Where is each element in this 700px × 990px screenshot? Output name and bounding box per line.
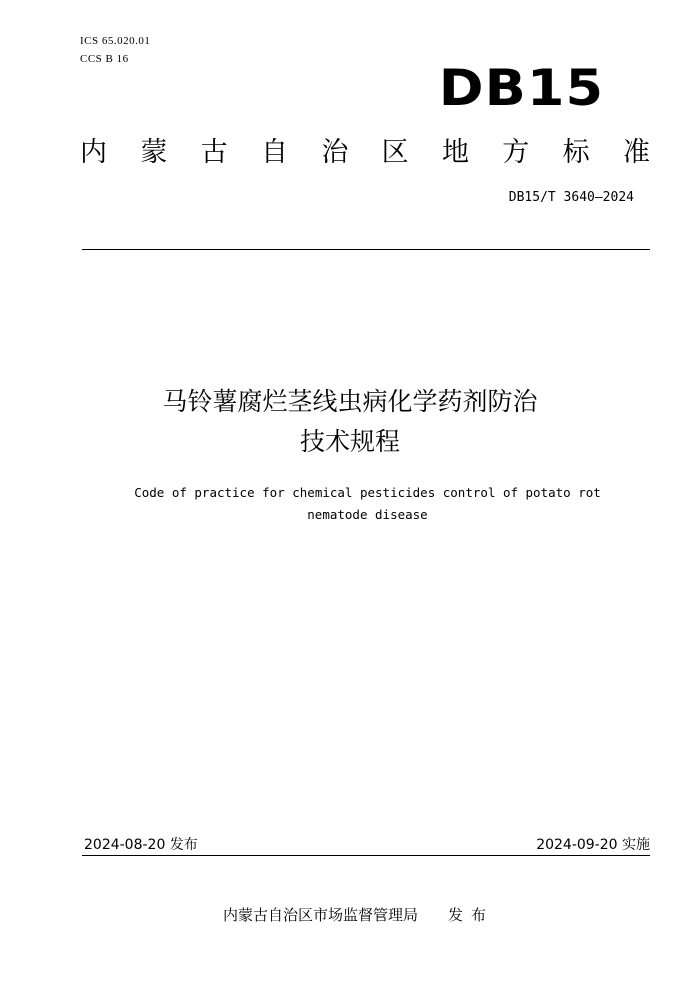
title-zh-line1: 马铃薯腐烂茎线虫病化学药剂防治 [162, 387, 538, 416]
db15-logo: DB15 [438, 59, 604, 117]
header-divider [82, 249, 650, 250]
publisher-name: 内蒙古自治区市场监督管理局 [222, 906, 418, 924]
publish-label: 发布 [448, 906, 495, 924]
class-char: 内 [80, 137, 107, 168]
title-en-line1: Code of practice for chemical pesticides control of potato rot [134, 485, 601, 500]
class-char: 蒙 [140, 137, 168, 168]
class-char: 治 [321, 137, 349, 168]
class-char: 准 [622, 137, 650, 168]
class-char: 方 [502, 137, 530, 168]
issue-date: 2024-08-20 发布 [84, 837, 198, 853]
class-char: 地 [441, 137, 469, 168]
standard-classification [80, 133, 650, 173]
class-char: 古 [200, 137, 228, 168]
title-zh-line2: 技术规程 [299, 427, 400, 456]
ics-code: ICS 65.020.01 [80, 35, 151, 47]
standard-number: DB15/T 3640—2024 [508, 190, 634, 205]
class-char: 标 [562, 137, 590, 168]
ccs-code: CCS B 16 [80, 53, 129, 65]
implementation-date: 2024-09-20 实施 [536, 837, 650, 853]
footer-divider [82, 855, 650, 856]
class-char: 自 [260, 137, 288, 168]
class-char: 区 [381, 137, 409, 168]
publisher-line [0, 904, 700, 925]
title-en-line2: nematode disease [307, 507, 428, 522]
